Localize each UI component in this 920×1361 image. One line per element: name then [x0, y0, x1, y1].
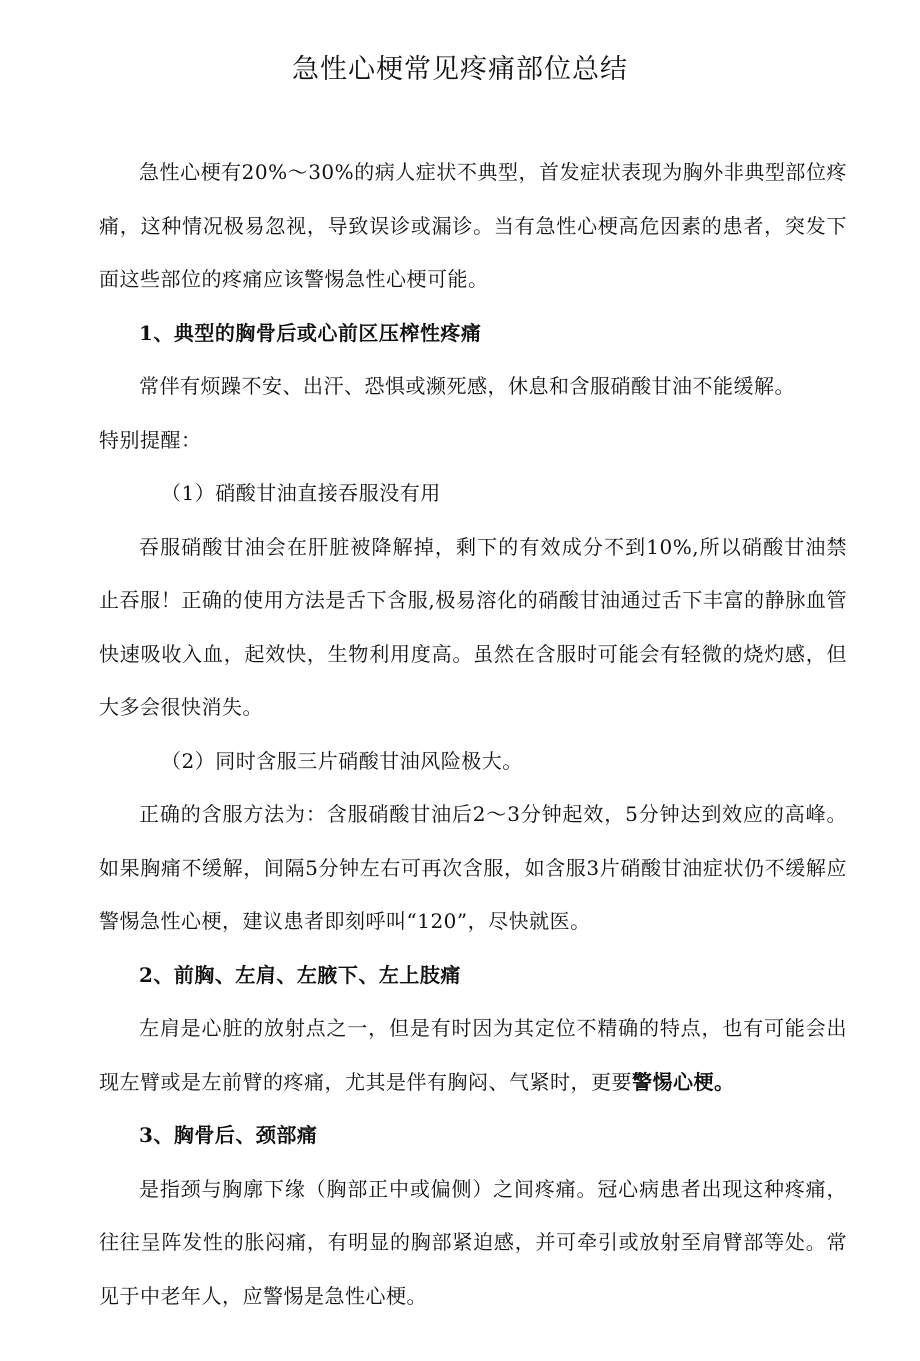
- section-2-heading: 2、前胸、左肩、左腋下、左上肢痛: [139, 962, 461, 987]
- item-1-paragraph: 吞服硝酸甘油会在肝脏被降解掉，剩下的有效成分不到10%,所以硝酸甘油禁止吞服！正确的使用方法是舌下含服,极易溶化的硝酸甘油通过舌下丰富的静脉血管快速吸收入血，起效快，生物利用度高。虽然在含服时可能会有轻微的烧灼感，但大多会很快消失。: [99, 534, 847, 719]
- item-1-label: （1）硝酸甘油直接吞服没有用: [161, 481, 441, 505]
- section-3-heading: 3、胸骨后、颈部痛: [139, 1123, 318, 1147]
- section-1-paragraph: 常伴有烦躁不安、出汗、恐惧或濒死感，休息和含服硝酸甘油不能缓解。: [139, 374, 795, 398]
- section-2-emphasis: 警惕心梗。: [632, 1069, 735, 1094]
- special-reminder-label: 特别提醒：: [99, 427, 202, 452]
- section-1-heading: 1、典型的胸骨后或心前区压榨性疼痛: [139, 320, 482, 345]
- section-2-paragraph: [99, 1002, 847, 1109]
- section-3-paragraph: 是指颈与胸廓下缘（胸部正中或偏侧）之间疼痛。冠心病患者出现这种疼痛，往往呈阵发性的胀闷痛，有明显的胸部紧迫感，并可牵引或放射至肩臂部等处。常见于中老年人，应警惕是急性心梗。: [99, 1176, 847, 1308]
- document-title: 急性心梗常见疼痛部位总结: [292, 54, 628, 85]
- section-2-text: 左肩是心脏的放射点之一，但是有时因为其定位不精确的特点，也有可能会出现左臂或是左前臂的疼痛，尤其是伴有胸闷、气紧时，更要: [99, 1016, 847, 1094]
- item-2-paragraph: 正确的含服方法为：含服硝酸甘油后2～3分钟起效，5分钟达到效应的高峰。如果胸痛不缓解，间隔5分钟左右可再次含服，如含服3片硝酸甘油症状仍不缓解应警惕急性心梗，建议患者即刻呼叫“120”，尽快就医。: [99, 802, 847, 933]
- item-2-label: （2）同时含服三片硝酸甘油风险极大。: [161, 748, 523, 773]
- document-body: [99, 146, 847, 1323]
- intro-paragraph: 急性心梗有20%～30%的病人症状不典型，首发症状表现为胸外非典型部位疼痛，这种情况极易忽视，导致误诊或漏诊。当有急性心梗高危因素的患者，突发下面这些部位的疼痛应该警惕急性心梗可能。: [99, 160, 847, 291]
